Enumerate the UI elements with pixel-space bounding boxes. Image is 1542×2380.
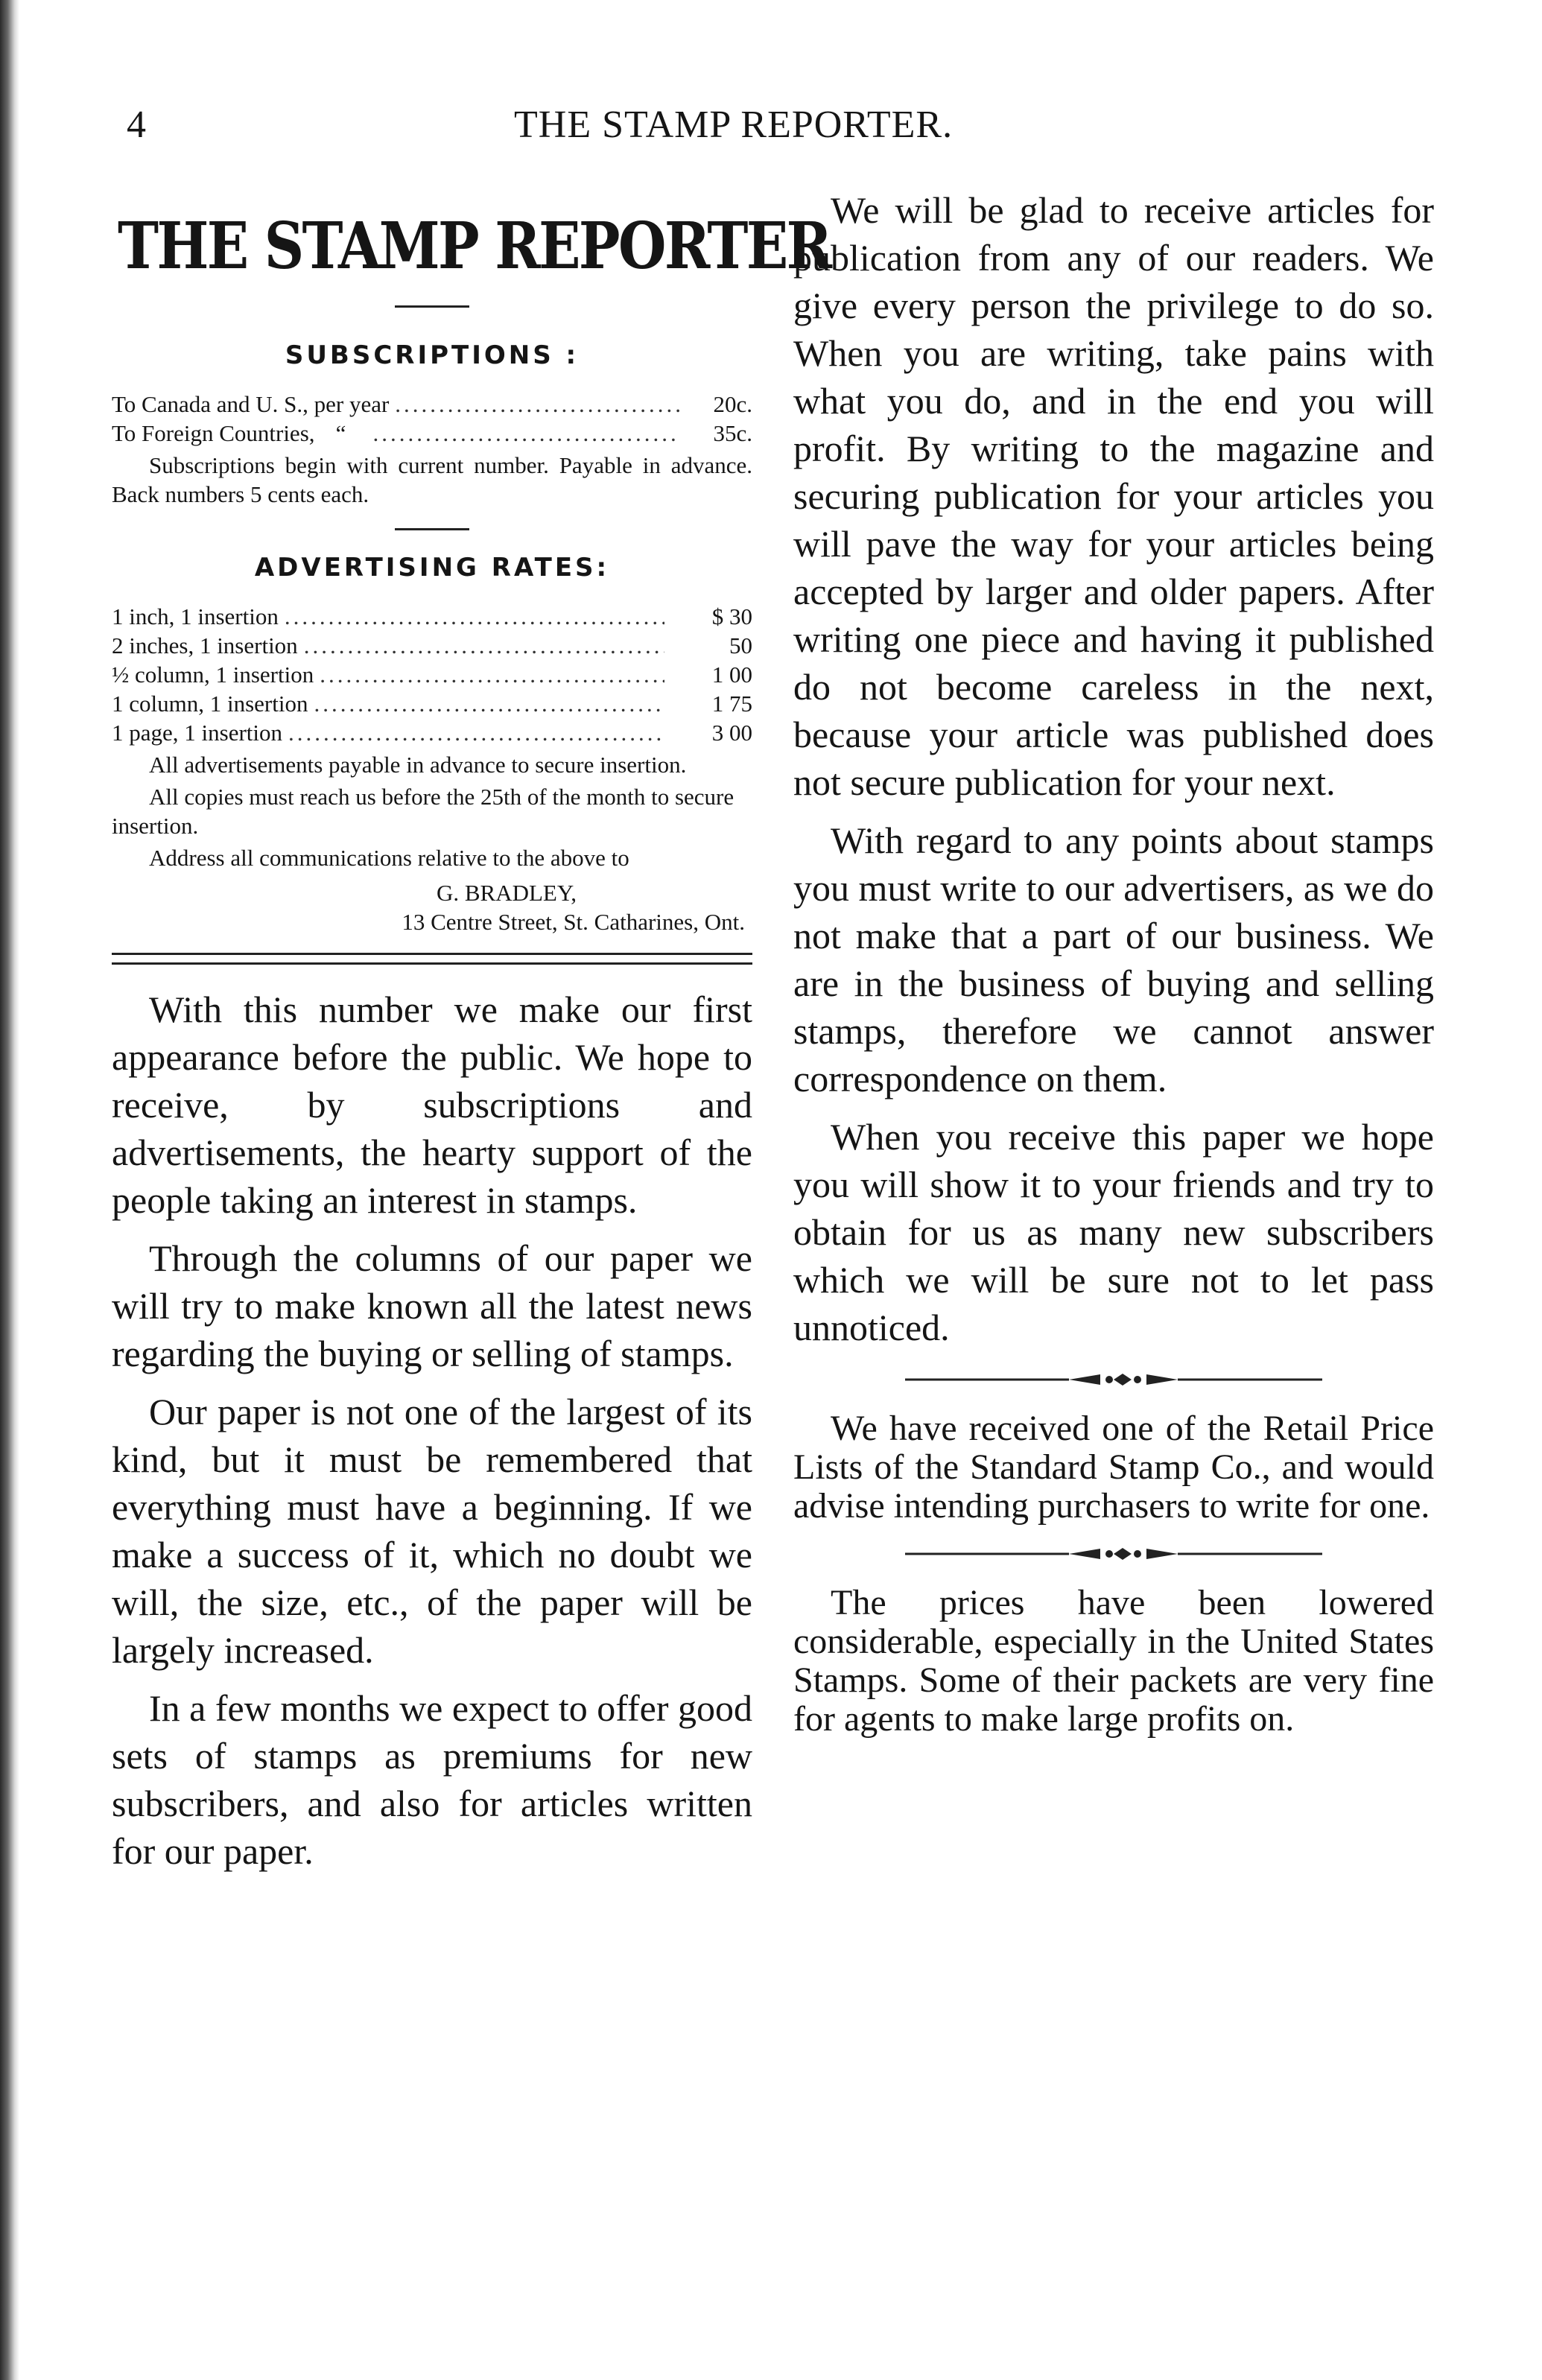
rate-label: 1 page, 1 insertion — [112, 720, 283, 746]
editorial-paragraph: Through the columns of our paper we will try to make known all the latest news regarding the buying or selling of stamps. — [112, 1237, 752, 1374]
notice-text — [793, 1584, 1434, 1739]
ditto-mark: “ — [335, 420, 346, 446]
running-head — [119, 103, 1430, 155]
rate-label: 1 inch, 1 insertion — [112, 603, 279, 629]
subscriptions-heading: SUBSCRIPTIONS : — [285, 340, 580, 370]
subscription-row — [112, 390, 752, 419]
leader-dots — [320, 660, 664, 689]
rate-label: 1 column, 1 insertion — [112, 691, 308, 717]
subscription-price: 35c. — [713, 420, 752, 446]
leader-dots — [373, 419, 679, 448]
editorial-text — [112, 986, 752, 1875]
advertising-heading: ADVERTISING RATES: — [254, 553, 610, 583]
notice-text — [793, 1409, 1434, 1526]
editorial-paragraph: With regard to any points about stamps you must write to our advertisers, as we do not make that a part of our business. We are in the business of buying and selling stamps, therefore we cannot answer correspondence on them. — [793, 819, 1434, 1099]
rate-price: 1 75 — [711, 691, 752, 717]
rate-row — [112, 660, 752, 689]
subscription-label: To Foreign Countries, — [112, 420, 315, 446]
right-column — [793, 186, 1434, 1749]
page-number: 4 — [127, 104, 147, 146]
editorial-paragraph: Our paper is not one of the largest of its kind, but it must be remembered that everything must have a beginning. If we make a success of it, which no doubt we will, the size, etc., of the paper will be largely increased. — [112, 1391, 752, 1671]
rate-price: 3 00 — [711, 720, 752, 746]
editorial-paragraph: In a few months we expect to offer good sets of stamps as premiums for new subscribers, and also for articles written for our paper. — [112, 1687, 752, 1872]
short-rule — [395, 305, 469, 308]
advertising-block — [112, 602, 752, 936]
masthead: THE STAMP REPORTER — [118, 209, 831, 284]
leader-dots — [395, 390, 679, 419]
leader-dots — [314, 689, 664, 718]
subscription-label: To Canada and U. S., per year — [112, 391, 390, 417]
editorial-text — [793, 186, 1434, 1351]
leader-dots — [285, 602, 664, 631]
subscription-row — [112, 419, 752, 448]
editorial-paragraph: When you receive this paper we hope you will show it to your friends and try to obtain for us as many new subscribers which we will be sure not to let pass unnoticed. — [793, 1116, 1434, 1348]
notice-paragraph: The prices have been lowered considerable, especially in the United States Stamps. Some of their packets are very fine for agents to make large profits on. — [793, 1583, 1434, 1739]
subscriptions-block — [112, 390, 752, 509]
rate-price: $ 30 — [711, 603, 752, 629]
rate-label: ½ column, 1 insertion — [112, 661, 314, 688]
ornamental-divider — [793, 1371, 1434, 1389]
short-rule — [395, 528, 469, 530]
ornament-rule-icon — [905, 1545, 1322, 1563]
advertising-note: Address all communications relative to the above to — [149, 845, 629, 871]
rate-price: 50 — [729, 632, 752, 659]
editorial-paragraph: With this number we make our first appearance before the public. We hope to receive, by subscriptions and advertisements, the hearty support of the people taking an interest in stamps. — [112, 989, 752, 1221]
double-rule-divider — [112, 953, 752, 965]
left-column — [112, 186, 831, 1885]
ornamental-divider — [793, 1545, 1434, 1563]
rate-row — [112, 689, 752, 718]
rate-price: 1 00 — [711, 661, 752, 688]
rate-row — [112, 718, 752, 747]
subscription-price: 20c. — [713, 391, 752, 417]
ornament-rule-icon — [905, 1371, 1322, 1389]
rate-label: 2 inches, 1 insertion — [112, 632, 298, 659]
leader-dots — [288, 718, 664, 747]
page-binding-edge — [0, 0, 19, 2380]
notice-paragraph: We have received one of the Retail Price Lists of the Standard Stamp Co., and would advise intending purchasers to write for one. — [793, 1409, 1434, 1526]
advertising-note: All advertisements payable in advance to secure insertion. — [149, 752, 687, 778]
rate-row — [112, 631, 752, 660]
publisher-name: G. BRADLEY, — [436, 880, 577, 906]
subscriptions-note: Subscriptions begin with current number. Payable in advance. Back numbers 5 cents each. — [112, 452, 752, 507]
advertising-note: All copies must reach us before the 25th of the month to secure insertion. — [112, 784, 734, 839]
running-title: THE STAMP REPORTER. — [514, 104, 954, 146]
publisher-address: 13 Centre Street, St. Catharines, Ont. — [402, 909, 745, 935]
editorial-paragraph: We will be glad to receive articles for publication from any of our readers. We give every person the privilege to do so. When you are writing, take pains with what you do, and in the end you will profit. By writing to the magazine and securing publication for your articles you will pave the way for your articles being accepted by larger and older papers. After writing one piece and having it published do not become careless in the next, because your article was published does not secure publication for your next. — [793, 189, 1434, 803]
rate-row — [112, 602, 752, 631]
leader-dots — [304, 631, 664, 660]
